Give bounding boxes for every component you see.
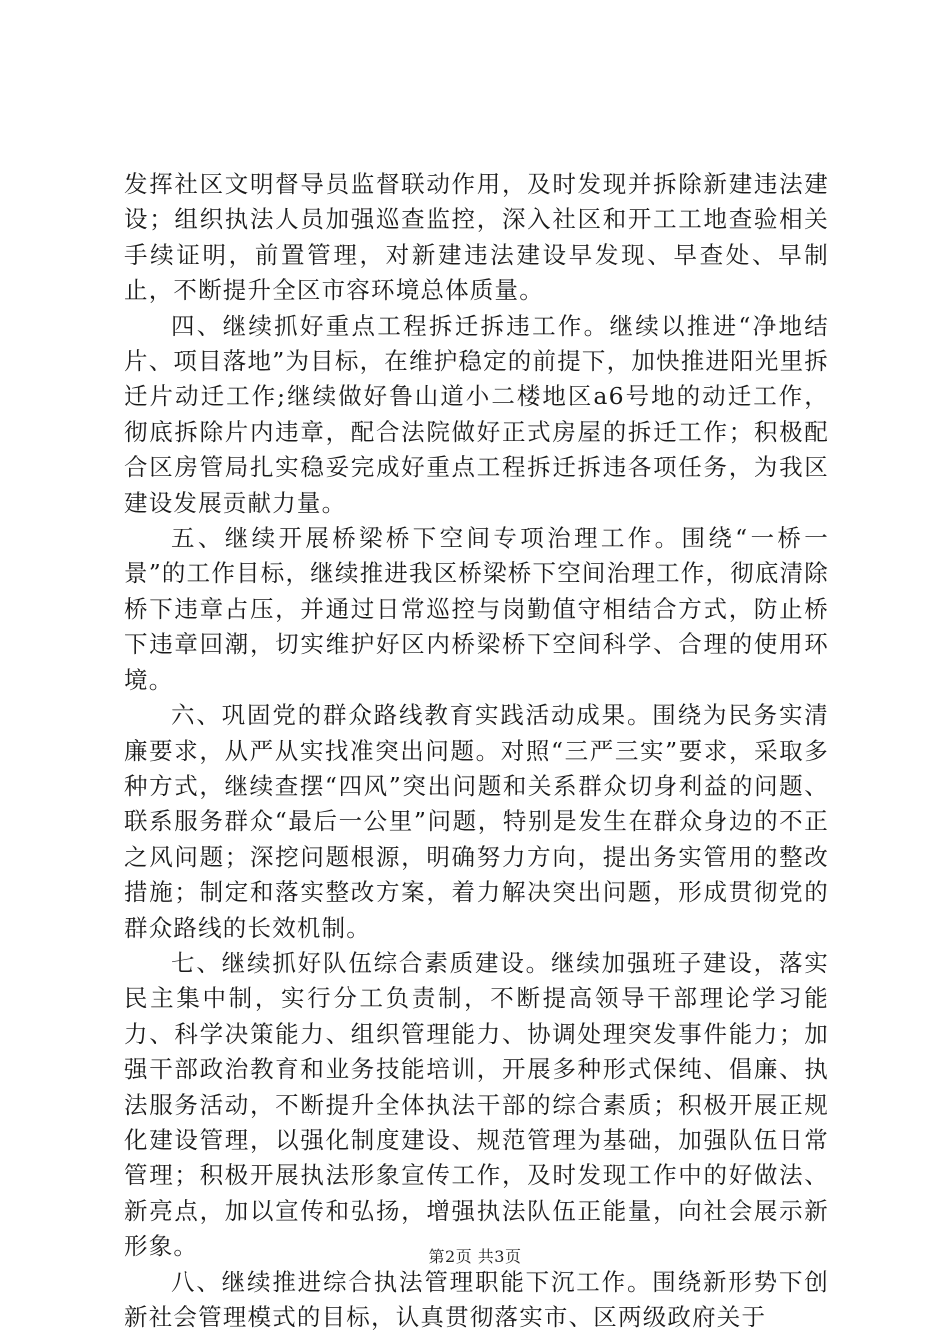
document-body [124,167,829,1335]
paragraph-item-6: 六、巩固党的群众路线教育实践活动成果。围绕为民务实清廉要求，从严从实找准突出问题。对照“三严三实”要求，采取多种方式，继续查摆“四风”突出问题和关系群众切身利益的问题、联系服务群众“最后一公里”问题，特别是发生在群众身边的不正之风问题；深挖问题根源，明确努力方向，提出务实管用的整改措施；制定和落实整改方案，着力解决突出问题，形成贯彻党的群众路线的长效机制。 [124,701,829,942]
paragraph-item-7: 七、继续抓好队伍综合素质建设。继续加强班子建设，落实民主集中制，实行分工负责制，不断提高领导干部理论学习能力、科学决策能力、组织管理能力、协调处理突发事件能力；加强干部政治教育和业务技能培训，开展多种形式保纯、倡廉、执法服务活动，不断提升全体执法干部的综合素质；积极开展正规化建设管理，以强化制度建设、规范管理为基础，加强队伍日常管理；积极开展执法形象宣传工作，及时发现工作中的好做法、新亮点，加以宣传和弘扬，增强执法队伍正能量，向社会展示新形象。 [124,948,829,1261]
paragraph-item-5: 五、继续开展桥梁桥下空间专项治理工作。围绕“一桥一景”的工作目标，继续推进我区桥梁桥下空间治理工作，彻底清除桥下违章占压，并通过日常巡控与岗勤值守相结合方式，防止桥下违章回潮，切实维护好区内桥梁桥下空间科学、合理的使用环境。 [124,524,829,694]
paragraph-item-8: 八、继续推进综合执法管理职能下沉工作。围绕新形势下创新社会管理模式的目标，认真贯彻落实市、区两级政府关于 [124,1267,829,1331]
page-footer: 第2页 共3页 [428,1247,522,1266]
paragraph-continuation: 发挥社区文明督导员监督联动作用，及时发现并拆除新建违法建设；组织执法人员加强巡查监控，深入社区和开工工地查验相关手续证明，前置管理，对新建违法建设早发现、早查处、早制止，不断提升全区市容环境总体质量。 [124,170,829,305]
paragraph-item-4: 四、继续抓好重点工程拆迁拆违工作。继续以推进“净地结片、项目落地”为目标，在维护稳定的前提下，加快推进阳光里拆迁片动迁工作;继续做好鲁山道小二楼地区a6号地的动迁工作，彻底拆除片内违章，配合法院做好正式房屋的拆迁工作；积极配合区房管局扎实稳妥完成好重点工程拆迁拆违各项任务，为我区建设发展贡献力量。 [124,311,829,517]
